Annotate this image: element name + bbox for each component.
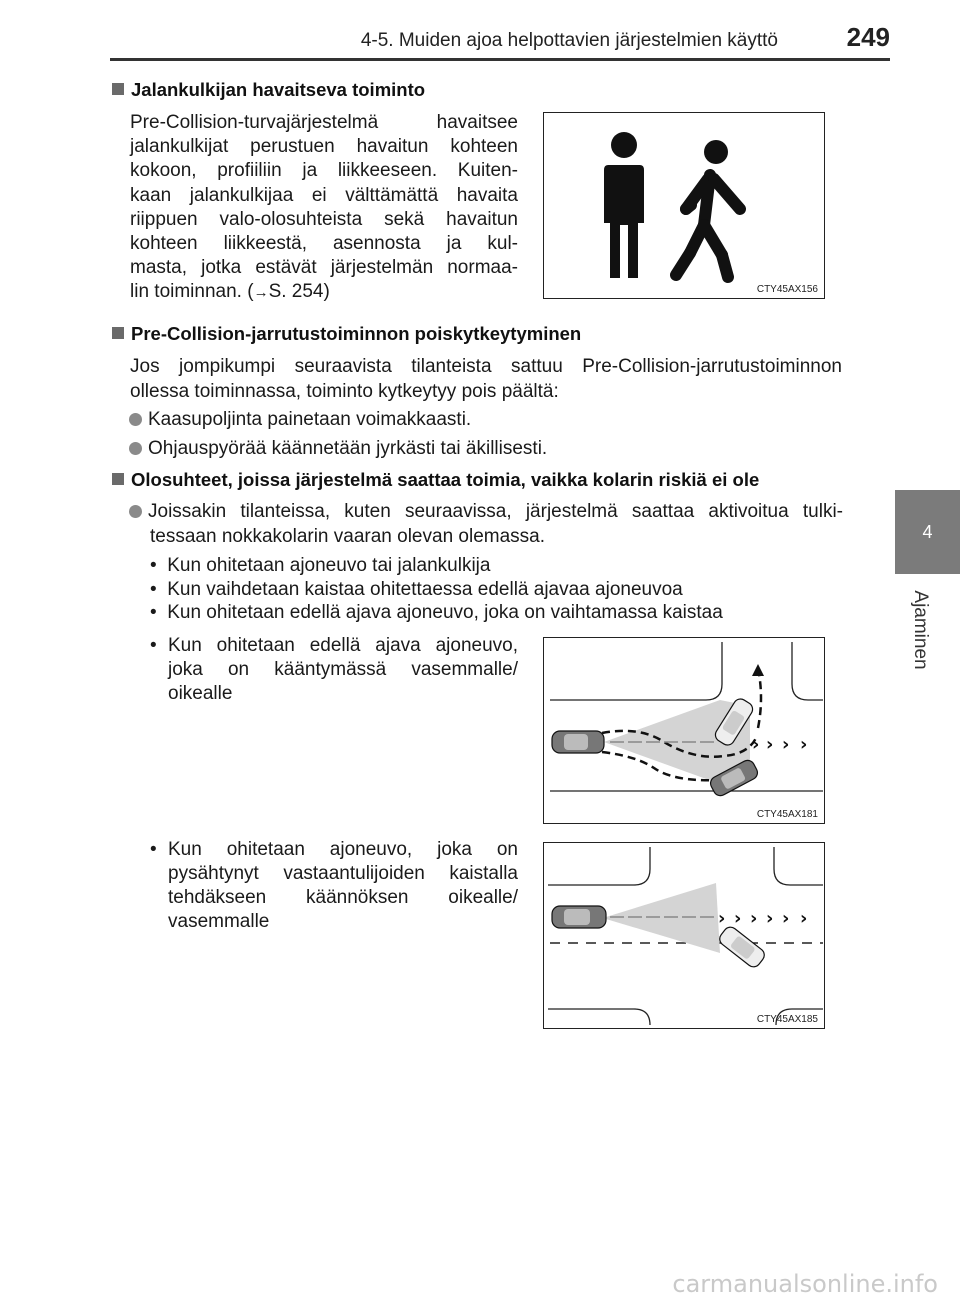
heading-text: Pre-Collision-jarrutustoiminnon poiskytkeytyminen (131, 323, 582, 344)
section-heading-false-activation (112, 469, 759, 491)
text-line: Jos jompikumpi seuraavista tilanteista sattuu Pre-Collision-jarrutustoiminnon (130, 356, 842, 377)
page-number: 249 (846, 22, 890, 52)
figure-code: CTY45AX156 (756, 284, 818, 295)
stopped-oncoming-diagram (544, 843, 823, 1027)
text-line (129, 499, 843, 524)
sub-bullet: • (150, 839, 157, 860)
svg-text:›: › (766, 908, 774, 929)
list-item (129, 408, 471, 432)
sub-list-item (150, 554, 490, 578)
sub-list-text (168, 634, 518, 706)
section-heading-pedestrian (112, 79, 425, 101)
svg-text:›: › (800, 734, 808, 755)
text-line: kohteen liikkeestä, asennosta ja kul- (130, 233, 518, 255)
text-line: Kun ohitetaan edellä ajava ajoneuvo, (168, 635, 518, 656)
sub-list-item-turning (150, 634, 518, 706)
sub-bullet: • (150, 555, 157, 576)
false-activation-paragraph (129, 499, 843, 549)
deactivation-paragraph (130, 354, 842, 404)
chapter-label-text: Ajaminen (910, 590, 931, 670)
watermark: carmanualsonline.info (672, 1270, 938, 1298)
circle-bullet-icon (129, 442, 142, 455)
square-bullet-icon (112, 83, 124, 95)
circle-bullet-icon (129, 413, 142, 426)
text-line: jalankulkijat perustuen havaitun kohteen (130, 136, 518, 158)
svg-text:›: › (766, 734, 774, 755)
text-line: tessaan nokkakolarin vaaran olevan olemassa. (150, 526, 546, 547)
header-title: 4-5. Muiden ajoa helpottavien järjestelmien käyttö (360, 30, 778, 51)
sub-list-text: Kun ohitetaan edellä ajava ajoneuvo, joka on vaihtamassa kaistaa (167, 602, 723, 623)
text-line: masta, jotka estävät järjestelmän normaa- (130, 257, 518, 279)
reference-arrow-icon: → (253, 284, 269, 302)
figure-overtaking-turning (543, 637, 825, 824)
text-line: oikealle (168, 683, 233, 704)
page-header (110, 22, 890, 58)
svg-text:›: › (782, 908, 790, 929)
svg-text:›: › (734, 908, 742, 929)
list-item-text: Ohjauspyörää käännetään jyrkästi tai äkillisesti. (148, 438, 548, 459)
sub-list-text: Kun ohitetaan ajoneuvo tai jalankulkija (167, 555, 491, 576)
text-line: Kun ohitetaan ajoneuvo, joka on (168, 839, 518, 860)
chapter-label (905, 580, 935, 680)
text-line: Pre-Collision-turvajärjestelmä havaitsee (130, 112, 518, 133)
svg-text:›: › (750, 908, 758, 929)
text-line: vasemmalle (168, 911, 270, 932)
sub-list-text (168, 838, 518, 934)
text-line: pysähtynyt vastaantulijoiden kaistalla (168, 863, 518, 884)
text-line: kaan jalankulkijaa ei välttämättä havaita (130, 184, 518, 206)
text-line (130, 280, 518, 305)
svg-text:›: › (782, 734, 790, 755)
text-line: kokoon, profiiliin ja liikkeeseen. Kuiten- (130, 160, 518, 182)
sub-bullet: • (150, 579, 157, 600)
svg-text:›: › (752, 734, 760, 755)
svg-text:›: › (800, 908, 808, 929)
text-line: joka on kääntymässä vasemmalle/ (168, 659, 518, 680)
heading-text: Jalankulkijan havaitseva toiminto (131, 79, 426, 100)
figure-code: CTY45AX185 (756, 1014, 818, 1025)
figure-pedestrians (543, 112, 825, 299)
heading-text: Olosuhteet, joissa järjestelmä saattaa toimia, vaikka kolarin riskiä ei ole (131, 469, 760, 490)
list-item-text: Kaasupoljinta painetaan voimakkaasti. (148, 409, 472, 430)
sub-list-item-stopped (150, 838, 518, 934)
list-item (129, 437, 547, 461)
sub-list-item (150, 578, 683, 602)
pedestrian-paragraph (130, 111, 518, 306)
section-heading-deactivation (112, 323, 581, 345)
text-fragment: lin toiminnan. ( (130, 281, 254, 303)
text-line: riippuen valo-olosuhteista sekä havaitun (130, 208, 518, 230)
figure-code: CTY45AX181 (756, 809, 818, 820)
text-line: tehdäkseen käännöksen oikealle/ (168, 887, 518, 908)
overtaking-turning-diagram (544, 638, 823, 822)
figure-stopped-oncoming (543, 842, 825, 1029)
circle-bullet-icon (129, 505, 142, 518)
pedestrian-figures-icon (544, 113, 823, 297)
header-rule (110, 58, 890, 61)
sub-bullet: • (150, 635, 157, 656)
sub-list-item (150, 601, 723, 625)
chapter-tab: 4 (895, 490, 960, 574)
svg-text:›: › (718, 908, 726, 929)
page-reference-link[interactable]: S. 254) (268, 281, 330, 303)
text-fragment: Joissakin tilanteissa, kuten seuraavissa, järjestelmä saattaa aktivoitua tulki- (148, 501, 843, 522)
text-line: ollessa toiminnassa, toiminto kytkeytyy pois päältä: (130, 381, 559, 402)
sub-bullet: • (150, 602, 157, 623)
sub-list-text: Kun vaihdetaan kaistaa ohitettaessa edellä ajavaa ajoneuvoa (167, 579, 683, 600)
square-bullet-icon (112, 473, 124, 485)
square-bullet-icon (112, 327, 124, 339)
